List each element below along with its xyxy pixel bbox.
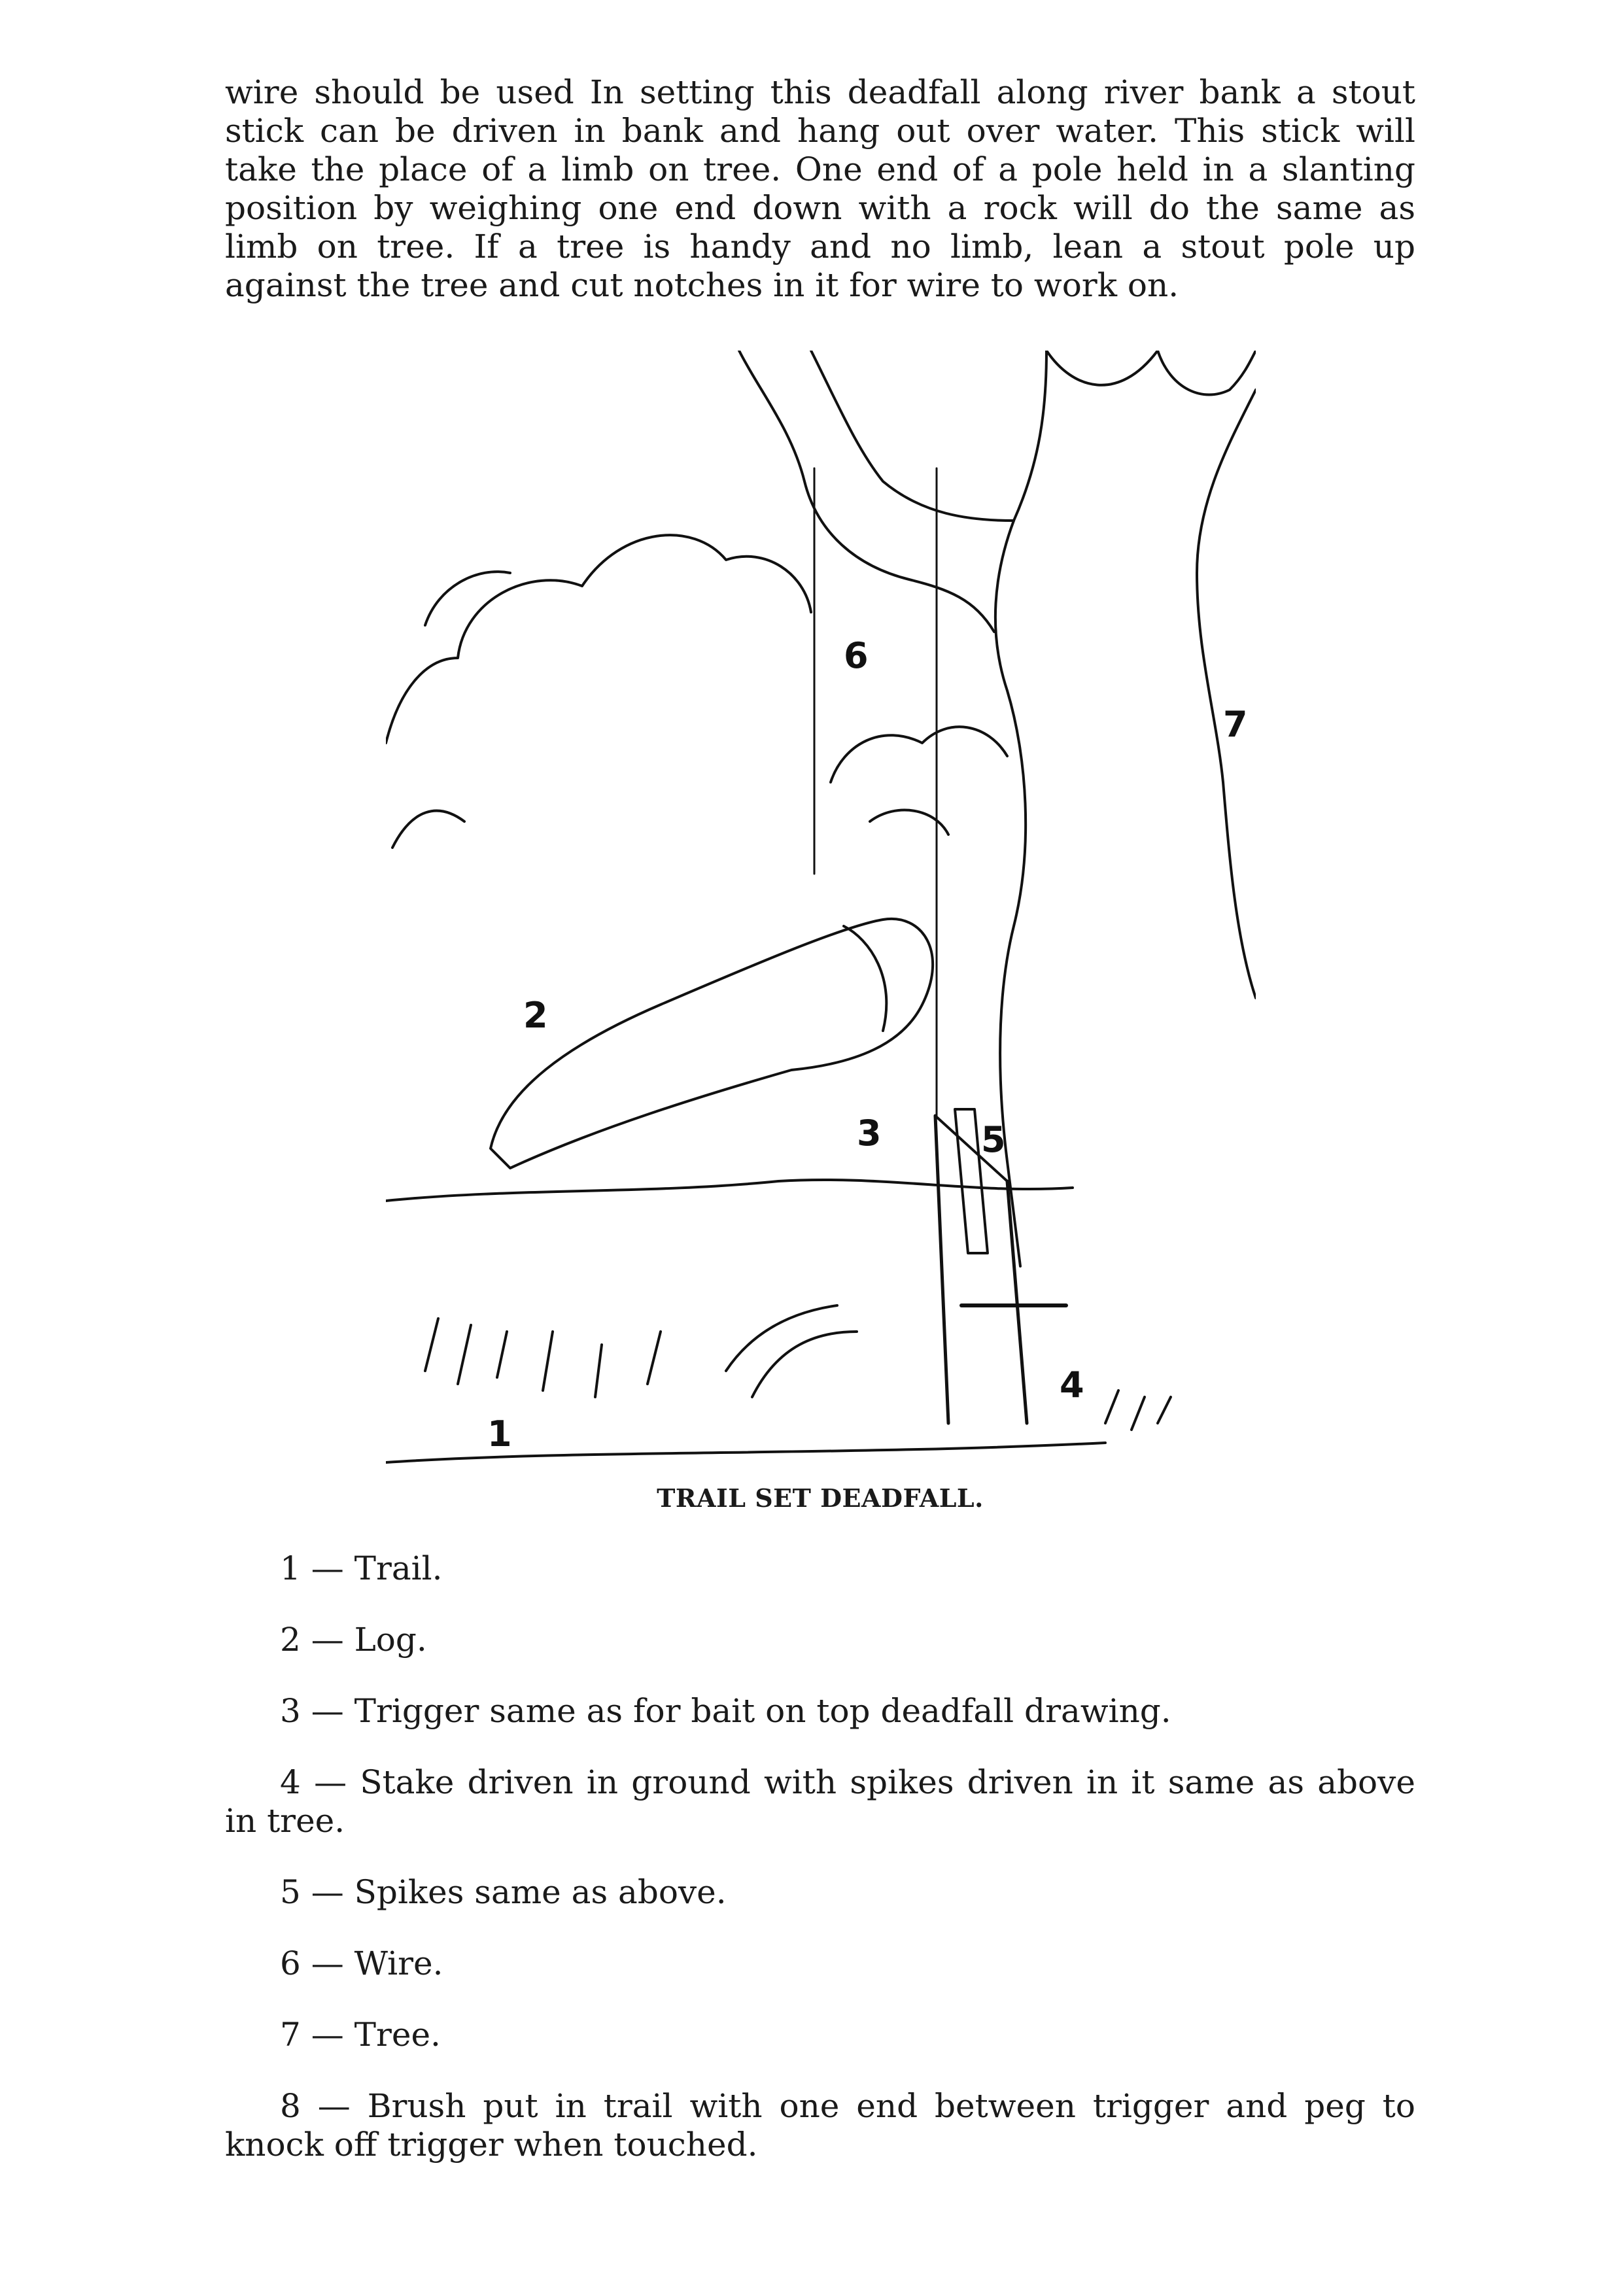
body-paragraph: wire should be used In setting this deadfall along river bank a stout stick can be driven in bank and hang out over water. This stick will take the place of a limb on tree. One end of a pole held in a slanting position by weighing one end down with a rock will do the same as limb on tree. If a tree is handy and no limb, lean a stout pole up against the tree and cut notches in it for wire to work on.: [225, 73, 1415, 304]
label-1: 1: [487, 1413, 512, 1455]
legend-item-8: 8 — Brush put in trail with one end between trigger and peg to knock off trigger when touched.: [225, 2087, 1415, 2164]
page-content: [225, 73, 1415, 2197]
figure-legend: [225, 1549, 1415, 2164]
legend-item-3: 3 — Trigger same as for bait on top deadfall drawing.: [280, 1692, 1171, 1730]
legend-item-5: 5 — Spikes same as above.: [280, 1873, 727, 1911]
label-3: 3: [857, 1113, 882, 1154]
label-4: 4: [1060, 1364, 1084, 1406]
illustration-drawing: [386, 351, 1256, 1475]
trail-set-deadfall-illustration: [386, 351, 1256, 1475]
legend-item-7: 7 — Tree.: [280, 2016, 441, 2054]
legend-item-2: 2 — Log.: [280, 1621, 427, 1659]
label-6: 6: [844, 635, 869, 676]
legend-item-1: 1 — Trail.: [280, 1549, 443, 1587]
label-7: 7: [1223, 704, 1248, 745]
legend-item-4: 4 — Stake driven in ground with spikes driven in it same as above in tree.: [225, 1763, 1415, 1840]
legend-item-6: 6 — Wire.: [280, 1944, 443, 1982]
label-2: 2: [523, 995, 548, 1036]
label-5: 5: [981, 1119, 1006, 1160]
figure-caption: TRAIL SET DEADFALL.: [657, 1483, 984, 1513]
